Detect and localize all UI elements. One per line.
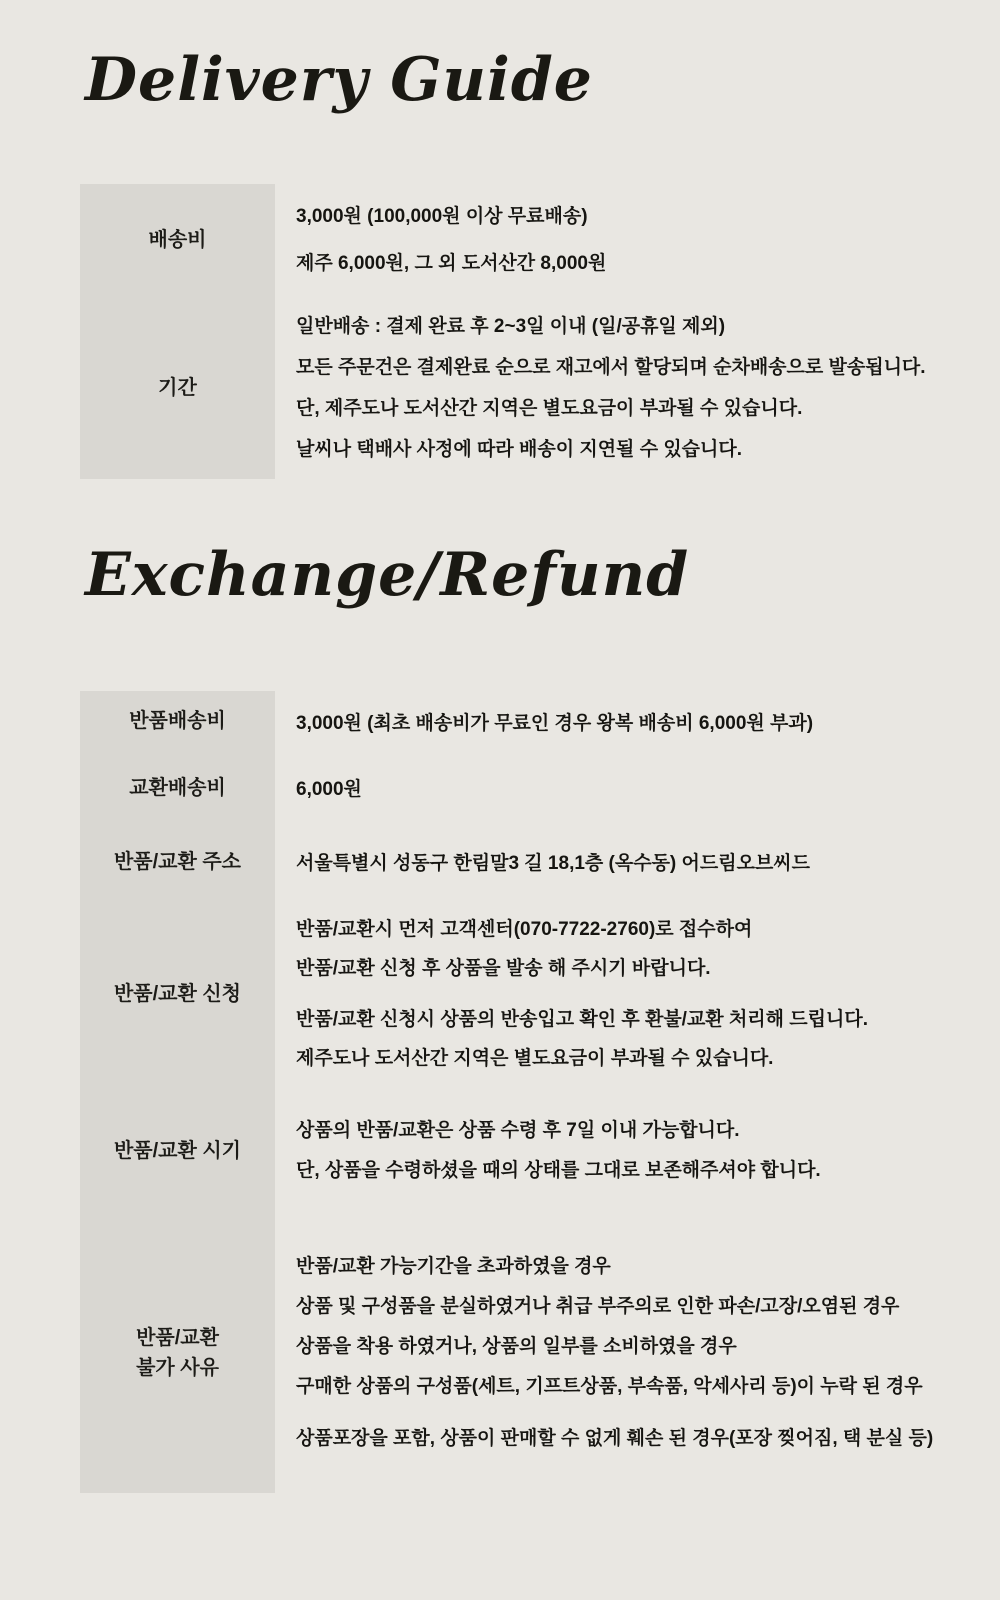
exchange-refund-title: Exchange/Refund (85, 540, 690, 610)
row-label-return-address (80, 824, 275, 899)
row-label-return-period (80, 1089, 275, 1212)
content-line: 반품/교환 가능기간을 초과하였을 경우 (296, 1255, 611, 1277)
delivery-table (80, 184, 926, 479)
content-line: 3,000원 (100,000원 이상 무료배송) (296, 206, 588, 227)
table-row-return-restrictions (80, 1212, 934, 1493)
table-row-shipping-period (80, 296, 926, 479)
content-line: 반품/교환 신청 후 상품을 발송 해 주시기 바랍니다. (296, 958, 711, 979)
content-line: 단, 제주도나 도서산간 지역은 별도요금이 부과될 수 있습니다. (296, 397, 803, 419)
content-line: 상품 및 구성품을 분실하였거나 취급 부주의로 인한 파손/고장/오염된 경우 (296, 1295, 900, 1317)
row-content-return-address (275, 824, 920, 899)
row-label-text: 배송비 (148, 229, 207, 251)
content-line: 상품을 착용 하였거나, 상품의 일부를 소비하였을 경우 (296, 1335, 737, 1357)
row-label-exchange-fee (80, 751, 275, 824)
table-row-return-request (80, 899, 920, 1089)
content-line: 제주 6,000원, 그 외 도서산간 8,000원 (296, 253, 607, 274)
row-label-text: 반품/교환 신청 (113, 983, 242, 1005)
table-row-exchange-fee (80, 751, 920, 824)
row-label-text: 반품/교환 시기 (113, 1139, 242, 1162)
exchange-refund-table (80, 691, 934, 1493)
row-label-text: 반품/교환 주소 (113, 850, 242, 873)
row-label-text-line2: 불가 사유 (136, 1356, 219, 1379)
delivery-guide-title: Delivery Guide (85, 45, 593, 115)
row-label-return-fee (80, 691, 275, 751)
content-line: 상품의 반품/교환은 상품 수령 후 7일 이내 가능합니다. (296, 1119, 740, 1141)
row-content-exchange-fee (275, 751, 920, 824)
content-line: 모든 주문건은 결제완료 순으로 재고에서 할당되며 순차배송으로 발송됩니다. (296, 356, 926, 378)
row-content-shipping-fee (275, 184, 920, 296)
row-content-return-period (275, 1089, 920, 1212)
content-line: 6,000원 (296, 779, 362, 800)
content-line: 서울특별시 성동구 한림말3 길 18,1층 (옥수동) 어드림오브씨드 (296, 853, 811, 874)
content-line: 단, 상품을 수령하셨을 때의 상태를 그대로 보존해주셔야 합니다. (296, 1159, 821, 1181)
row-content-return-request (275, 899, 920, 1089)
content-line: 날씨나 택배사 사정에 따라 배송이 지연될 수 있습니다. (296, 438, 743, 460)
row-content-return-restrictions (275, 1212, 933, 1493)
content-line: 반품/교환 신청시 상품의 반송입고 확인 후 환불/교환 처리해 드립니다. (296, 1009, 868, 1030)
row-label-shipping-period (80, 296, 275, 479)
content-line: 제주도나 도서산간 지역은 별도요금이 부과될 수 있습니다. (296, 1048, 774, 1069)
row-label-return-request (80, 899, 275, 1089)
content-line: 구매한 상품의 구성품(세트, 기프트상품, 부속품, 악세사리 등)이 누락 된 경우 (296, 1375, 923, 1397)
row-label-shipping-fee (80, 184, 275, 296)
row-label-return-restrictions (80, 1212, 275, 1493)
table-row-return-fee (80, 691, 920, 751)
row-label-text-line1: 반품/교환 (136, 1326, 219, 1349)
row-label-text: 기간 (158, 376, 197, 399)
row-content-return-fee (275, 691, 920, 751)
row-content-shipping-period (275, 296, 926, 479)
content-line: 상품포장을 포함, 상품이 판매할 수 없게 훼손 된 경우(포장 찢어짐, 택 분실 등) (296, 1427, 934, 1449)
content-line: 반품/교환시 먼저 고객센터(070-7722-2760)로 접수하여 (296, 919, 753, 940)
table-row-shipping-fee (80, 184, 920, 296)
content-line: 3,000원 (최초 배송비가 무료인 경우 왕복 배송비 6,000원 부과) (296, 712, 814, 734)
table-row-return-address (80, 824, 920, 899)
content-line: 일반배송 : 결제 완료 후 2~3일 이내 (일/공휴일 제외) (296, 315, 726, 337)
row-label-text: 교환배송비 (129, 776, 226, 799)
row-label-text: 반품배송비 (129, 710, 226, 732)
table-row-return-period (80, 1089, 920, 1212)
